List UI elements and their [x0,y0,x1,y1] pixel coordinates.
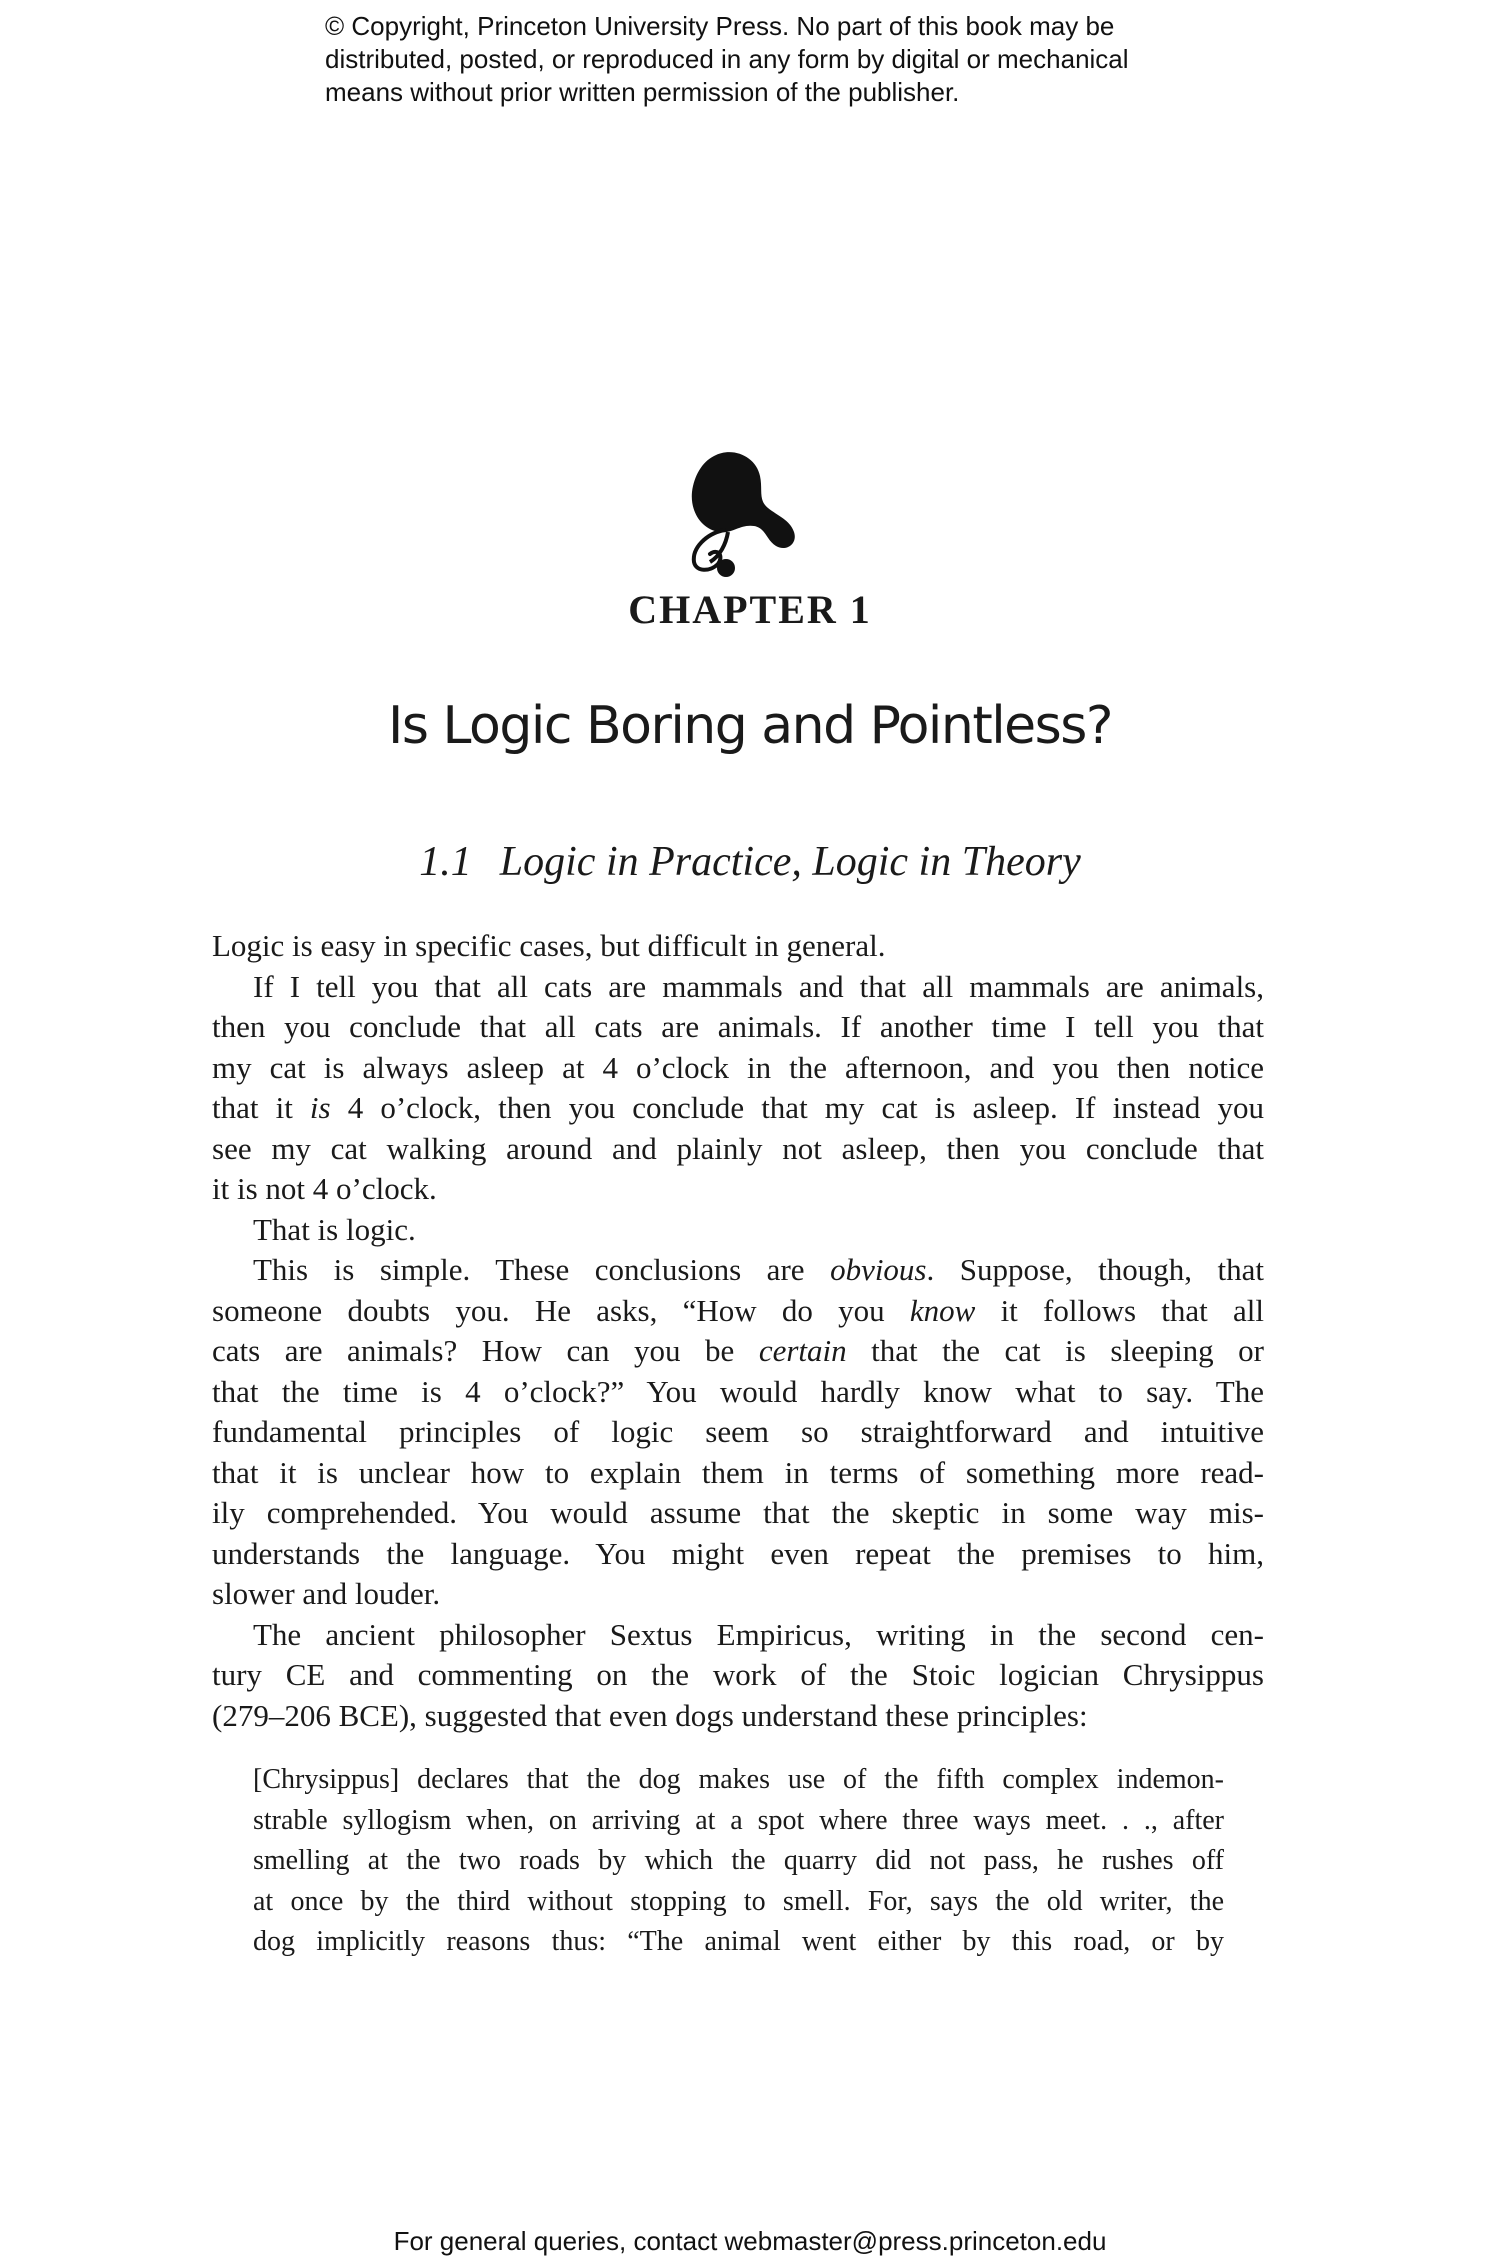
body-line: That is logic. [253,1211,416,1247]
copyright-line: © Copyright, Princeton University Press. No part of this book may be [325,11,1115,41]
copyright-line: distributed, posted, or reproduced in any form by digital or mechanical [325,44,1129,74]
section-heading [0,838,1500,886]
body-line: slower and louder. [212,1576,441,1611]
quote-line: [Chrysippus] declares that the dog makes use of the fifth complex indemon- [253,1764,1224,1795]
section-number: 1.1 [419,839,472,885]
body-line: that it is unclear how to explain them in terms of something more read- [212,1454,1264,1490]
footer-contact: For general queries, contact webmaster@press.princeton.edu [393,2226,1107,2256]
chapter-ornament-icon [670,448,800,588]
body-line: This is simple. These conclusions are obvious. Suppose, though, that [253,1252,1265,1287]
body-line: fundamental principles of logic seem so straightforward and intuitive [212,1414,1264,1449]
body-line: The ancient philosopher Sextus Empiricus, writing in the second cen- [253,1616,1264,1652]
body-line: (279–206 BCE), suggested that even dogs understand these principles: [212,1697,1088,1733]
body-line: cats are animals? How can you be certain that the cat is sleeping or [212,1333,1265,1368]
body-line: ily comprehended. You would assume that the skeptic in some way mis- [212,1495,1264,1530]
body-line: see my cat walking around and plainly not asleep, then you conclude that [212,1130,1264,1166]
body-line: Logic is easy in specific cases, but difficult in general. [212,928,886,963]
section-title: Logic in Practice, Logic in Theory [499,839,1081,885]
chapter-label: CHAPTER 1 [628,587,872,632]
body-line: my cat is always asleep at 4 o’clock in the afternoon, and you then notice [212,1049,1264,1085]
body-line: then you conclude that all cats are animals. If another time I tell you that [212,1009,1264,1044]
copyright-line: means without prior written permission of the publisher. [325,77,960,107]
body-line: tury CE and commenting on the work of the Stoic logician Chrysippus [212,1657,1264,1692]
block-quote [253,1760,1224,1963]
body-text [212,926,1264,1736]
quote-line: strable syllogism when, on arriving at a spot where three ways meet. . ., after [253,1804,1224,1836]
body-line: that the time is 4 o’clock?” You would hardly know what to say. The [212,1373,1264,1409]
quote-line: at once by the third without stopping to smell. For, says the old writer, the [253,1885,1224,1917]
body-line: it is not 4 o’clock. [212,1171,437,1206]
body-line: If I tell you that all cats are mammals and that all mammals are animals, [253,968,1264,1004]
body-line: understands the language. You might even repeat the premises to him, [212,1535,1264,1571]
body-line: someone doubts you. He asks, “How do you know it follows that all [212,1292,1264,1328]
quote-line: dog implicitly reasons thus: “The animal went either by this road, or by [253,1926,1224,1958]
quote-line: smelling at the two roads by which the quarry did not pass, he rushes off [253,1845,1224,1877]
copyright-notice [325,10,1225,109]
body-line: that it is 4 o’clock, then you conclude that my cat is asleep. If instead you [212,1090,1264,1125]
chapter-title: Is Logic Boring and Pointless? [388,696,1112,756]
